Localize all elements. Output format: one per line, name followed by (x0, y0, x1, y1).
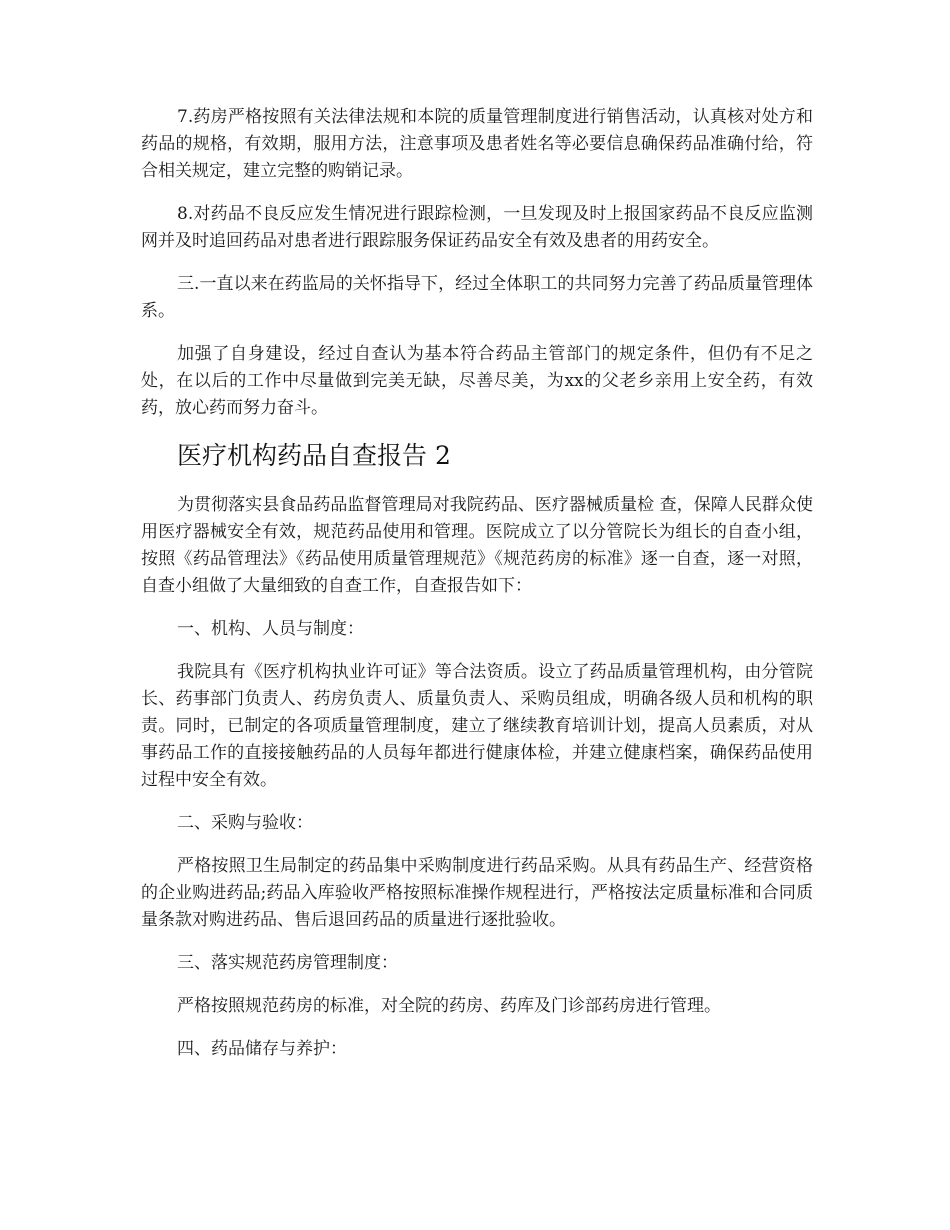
paragraph-item-8: 8.对药品不良反应发生情况进行跟踪检测，一旦发现及时上报国家药品不良反应监测网并及时追回药品对患者进行跟踪服务保证药品安全有效及患者的用药安全。 (141, 204, 813, 251)
section-heading-storage: 四、药品储存与养护： (177, 1039, 347, 1059)
paragraph-conclusion: 加强了自身建设，经过自查认为基本符合药品主管部门的规定条件，但仍有不足之处，在以后的工作中尽量做到完美无缺，尽善尽美，为xx的父老乡亲用上安全药，有效药，放心药而努力奋斗。 (141, 344, 813, 418)
paragraph-procurement: 严格按照卫生局制定的药品集中采购制度进行药品采购。从具有药品生产、经营资格的企业购进药品;药品入库验收严格按照标准操作规程进行，严格按法定质量标准和合同质量条款对购进药品、售后退回药品的质量进行逐批验收。 (141, 856, 813, 930)
report-heading: 医疗机构药品自查报告 2 (177, 441, 451, 470)
section-heading-pharmacy-management: 三、落实规范药房管理制度： (177, 953, 398, 973)
paragraph-intro: 为贯彻落实县食品药品监督管理局对我院药品、医疗器械质量检 查，保障人民群众使用医疗器械安全有效，规范药品使用和管理。医院成立了以分管院长为组长的自查小组，按照《药品管理法》《药品使用质量管理规范》《规范药房的标准》逐一自查，逐一对照，自查小组做了大量细致的自查工作，自查报告如下： (141, 495, 813, 596)
section-heading-procurement: 二、采购与验收： (177, 813, 313, 833)
document-page (141, 104, 813, 1079)
paragraph-section-3: 三.一直以来在药监局的关怀指导下，经过全体职工的共同努力完善了药品质量管理体系。 (141, 274, 813, 321)
paragraph-organization: 我院具有《医疗机构执业许可证》等合法资质。设立了药品质量管理机构，由分管院长、药事部门负责人、药房负责人、质量负责人、采购员组成，明确各级人员和机构的职责。同时，已制定的各项质量管理制度，建立了继续教育培训计划，提高人员素质，对从事药品工作的直接接触药品的人员每年都进行健康体检，并建立健康档案，确保药品使用过程中安全有效。 (141, 662, 813, 790)
paragraph-item-7: 7.药房严格按照有关法律法规和本院的质量管理制度进行销售活动，认真核对处方和药品的规格，有效期，服用方法，注意事项及患者姓名等必要信息确保药品准确付给，符合相关规定，建立完整的购销记录。 (141, 107, 813, 181)
section-heading-organization: 一、机构、人员与制度： (177, 619, 364, 639)
paragraph-pharmacy-management: 严格按照规范药房的标准，对全院的药房、药库及门诊部药房进行管理。 (177, 996, 721, 1016)
